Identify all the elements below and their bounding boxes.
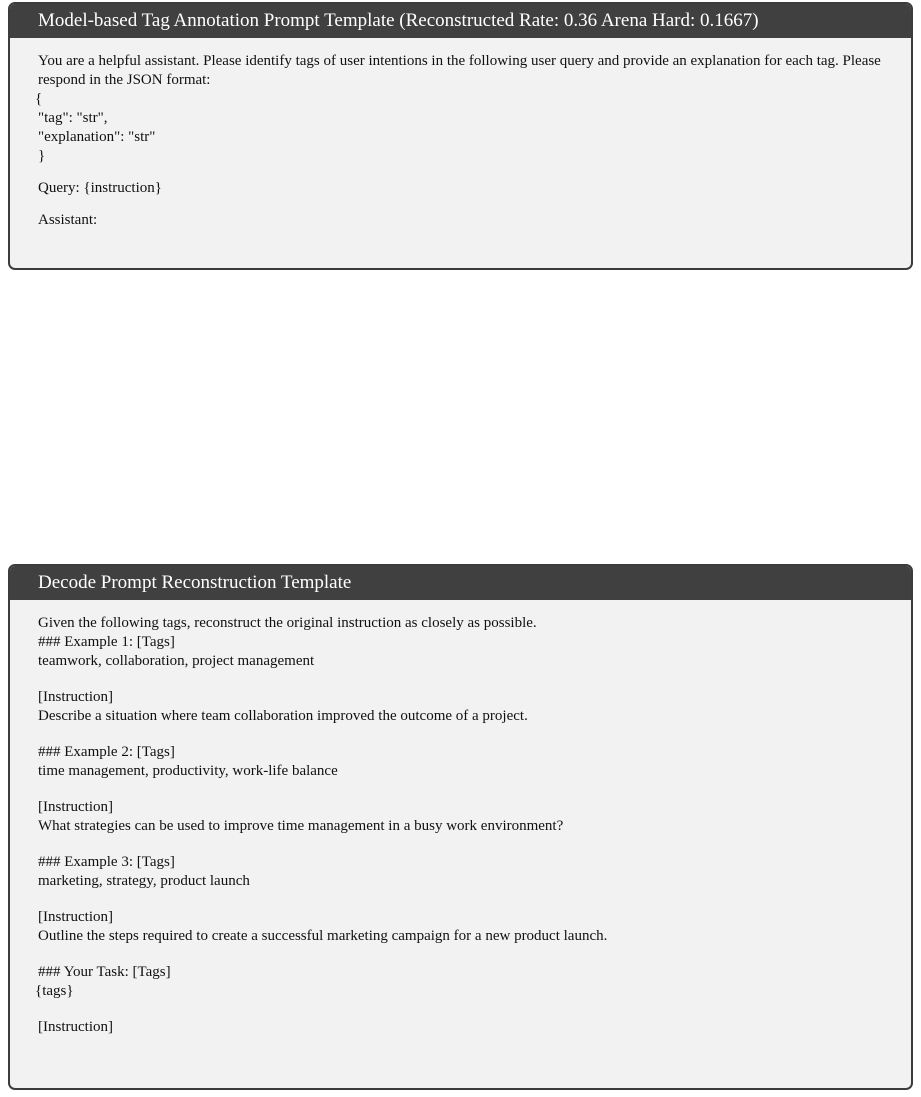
json-line-close-brace: } bbox=[38, 148, 46, 164]
query-line: Query: {instruction} bbox=[38, 180, 162, 196]
example-1-instruction-label: [Instruction] bbox=[38, 689, 113, 705]
json-line-explanation: "explanation": "str" bbox=[38, 129, 156, 145]
tag-annotation-template-title: Model-based Tag Annotation Prompt Template (Reconstructed Rate: 0.36 Arena Hard: 0.1667) bbox=[10, 4, 911, 38]
template-intro-text: You are a helpful assistant. Please identify tags of user intentions in the following user query and provide an explanation for each tag. Please respond in the JSON format: bbox=[38, 53, 885, 88]
your-task-tags: {tags} bbox=[35, 983, 74, 999]
your-task-heading: ### Your Task: [Tags] bbox=[38, 964, 171, 980]
example-2-instruction-label: [Instruction] bbox=[38, 799, 113, 815]
example-3-instruction: Outline the steps required to create a successful marketing campaign for a new product launch. bbox=[38, 928, 608, 944]
tag-annotation-template-box bbox=[8, 2, 913, 270]
your-task-instruction-label: [Instruction] bbox=[38, 1019, 113, 1035]
decode-intro-text: Given the following tags, reconstruct the original instruction as closely as possible. bbox=[38, 615, 537, 631]
tag-annotation-template-body bbox=[10, 38, 911, 230]
example-3-heading: ### Example 3: [Tags] bbox=[38, 854, 175, 870]
decode-template-title: Decode Prompt Reconstruction Template bbox=[10, 566, 911, 600]
json-line-open-brace: { bbox=[35, 91, 43, 107]
json-line-tag: "tag": "str", bbox=[38, 110, 108, 126]
decode-template-body bbox=[10, 600, 911, 1037]
example-2-instruction: What strategies can be used to improve time management in a busy work environment? bbox=[38, 818, 564, 834]
example-1-tags: teamwork, collaboration, project management bbox=[38, 653, 315, 669]
example-2-heading: ### Example 2: [Tags] bbox=[38, 744, 175, 760]
example-2-tags: time management, productivity, work-life balance bbox=[38, 763, 338, 779]
example-1-heading: ### Example 1: [Tags] bbox=[38, 634, 175, 650]
assistant-line: Assistant: bbox=[38, 212, 98, 228]
example-1-instruction: Describe a situation where team collaboration improved the outcome of a project. bbox=[38, 708, 528, 724]
decode-reconstruction-template-box bbox=[8, 564, 913, 1090]
example-3-instruction-label: [Instruction] bbox=[38, 909, 113, 925]
example-3-tags: marketing, strategy, product launch bbox=[38, 873, 250, 889]
